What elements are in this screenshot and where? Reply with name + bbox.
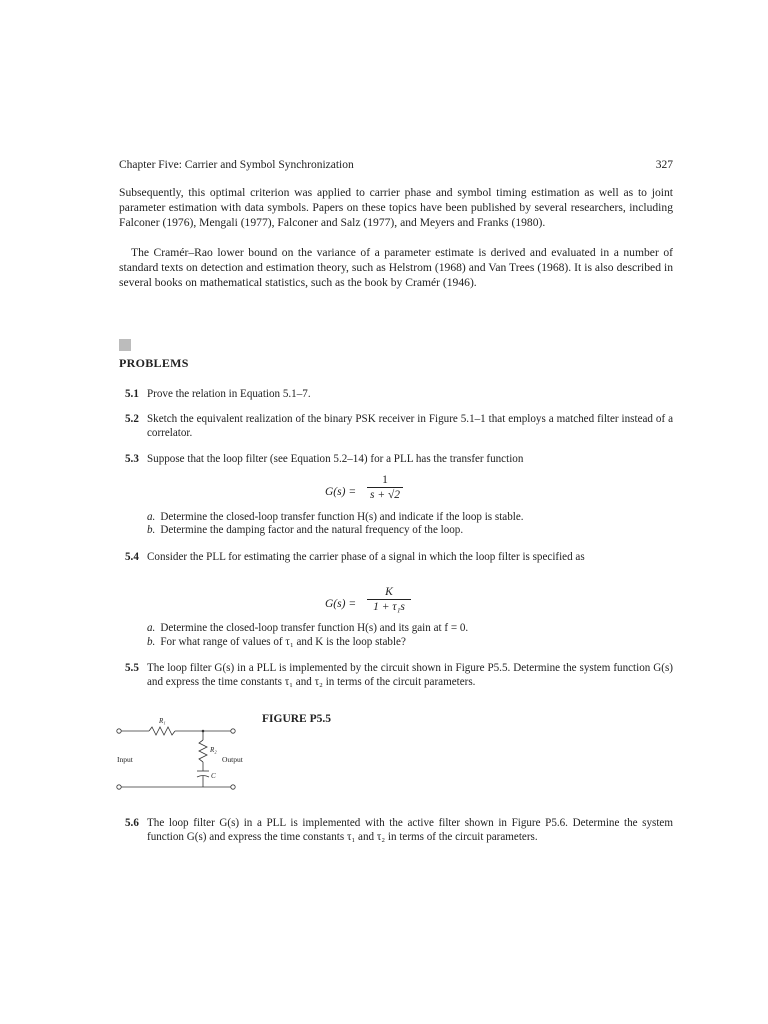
problem-text: Suppose that the loop filter (see Equation 5.2–14) for a PLL has the transfer function	[147, 453, 524, 465]
part-marker: b.	[147, 524, 156, 536]
equation-fraction	[367, 474, 403, 501]
c-label: C	[211, 772, 216, 780]
equation-lhs: G(s) =	[325, 486, 357, 498]
equation-fraction	[367, 586, 411, 613]
problem-number: 5.2	[125, 413, 139, 425]
problem-text: The loop filter G(s) in a PLL is implemented by the circuit shown in Figure P5.5. Determine the system function G(s) and express the time constants τ₁ and τ₂ in terms of the circuit parameters.	[147, 662, 673, 689]
problem-5-4-part-b	[147, 636, 673, 650]
section-heading: PROBLEMS	[119, 356, 189, 370]
problem-5-6	[119, 816, 673, 844]
r2-label: R₂	[210, 746, 217, 754]
input-terminal-bottom	[117, 785, 121, 789]
output-terminal-bottom	[231, 785, 235, 789]
problem-text: Consider the PLL for estimating the carrier phase of a signal in which the loop filter is specified as	[147, 551, 585, 563]
problem-5-3	[119, 452, 673, 466]
equation-numerator: 1	[382, 474, 388, 486]
resistor-r1	[149, 727, 175, 735]
problem-number: 5.4	[125, 551, 139, 563]
chapter-title: Chapter Five: Carrier and Symbol Synchronization	[119, 159, 354, 171]
part-marker: a.	[147, 511, 156, 523]
input-label: Input	[117, 755, 133, 764]
output-label: Output	[222, 755, 243, 764]
part-text: Determine the damping factor and the natural frequency of the loop.	[160, 524, 464, 536]
problem-number: 5.5	[125, 662, 139, 674]
equation-denominator: s + √2	[369, 489, 401, 501]
problem-text: Prove the relation in Equation 5.1–7.	[147, 388, 311, 400]
rc-circuit-diagram	[113, 712, 253, 804]
running-header	[119, 159, 673, 175]
problem-number: 5.3	[125, 453, 139, 465]
part-text: For what range of values of τ₁ and K is the loop stable?	[160, 636, 406, 648]
problem-5-5	[119, 661, 673, 689]
part-marker: b.	[147, 636, 156, 648]
equation-denominator: 1 + τ₁s	[373, 601, 405, 613]
problem-text: The loop filter G(s) in a PLL is implemented with the active filter shown in Figure P5.6. Determine the system function G(s) and express the time constants τ₁ and τ₂ in terms of the circuit parameters.	[147, 817, 673, 844]
problem-5-2	[119, 412, 673, 440]
problem-number: 5.6	[125, 817, 139, 829]
part-text: Determine the closed-loop transfer function H(s) and its gain at f = 0.	[160, 622, 469, 634]
equation-numerator: K	[385, 586, 393, 598]
part-marker: a.	[147, 622, 156, 634]
r1-label: R₁	[159, 717, 166, 725]
problem-5-3-part-b	[147, 524, 673, 538]
equation-lhs: G(s) =	[325, 598, 357, 610]
resistor-r2	[199, 740, 207, 762]
figure-caption: FIGURE P5.5	[262, 713, 331, 725]
paragraph-1: Subsequently, this optimal criterion was applied to carrier phase and symbol timing estimation as well as to joint parameter estimation with data symbols. Papers on these topics have been published by several researchers, including Falconer (1976), Mengali (1977), Falconer and Salz (1977), and Meyers and Franks (1980).	[119, 186, 673, 230]
problem-5-3-part-a	[147, 511, 673, 525]
problem-text: Sketch the equivalent realization of the binary PSK receiver in Figure 5.1–1 that employs a matched filter instead of a correlator.	[147, 413, 673, 440]
part-text: Determine the closed-loop transfer function H(s) and indicate if the loop is stable.	[160, 511, 524, 523]
page-number: 327	[655, 159, 673, 171]
input-terminal-top	[117, 729, 121, 733]
output-terminal-top	[231, 729, 235, 733]
paragraph-2: The Cramér–Rao lower bound on the variance of a parameter estimate is derived and evaluated in a number of standard texts on detection and estimation theory, such as Helstrom (1968) and Van Trees (1968). It is also described in several books on mathematical statistics, such as the book by Cramér (1946).	[119, 246, 673, 290]
problem-5-4-part-a	[147, 622, 673, 636]
section-marker	[119, 339, 131, 351]
problem-5-4	[119, 550, 673, 564]
problem-number: 5.1	[125, 388, 139, 400]
problem-5-1	[119, 387, 673, 401]
